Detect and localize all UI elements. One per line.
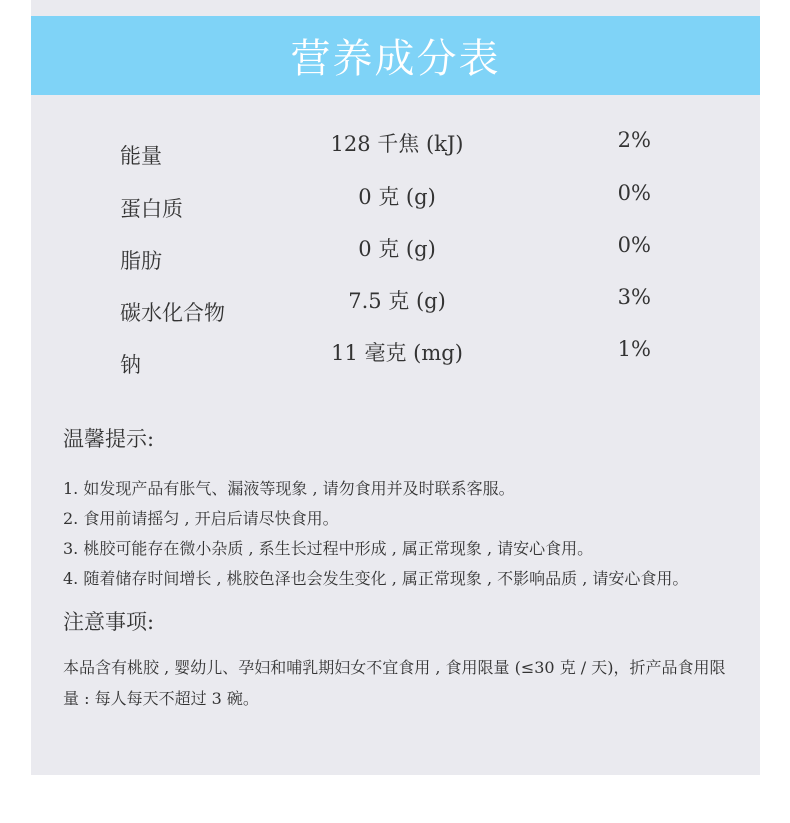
nutrition-row-fat	[31, 233, 760, 273]
nutrition-row-energy	[31, 128, 760, 168]
nutrition-row-carbohydrate	[31, 285, 760, 325]
tips-title: 温馨提示:	[63, 427, 155, 451]
tip-item: 4. 随着储存时间增长 , 桃胶色泽也会发生变化 , 属正常现象 , 不影响品质 , 请安心食用。	[63, 569, 689, 588]
nutrient-percent: 0%	[617, 181, 651, 205]
nutrition-row-protein	[31, 181, 760, 221]
nutrient-percent: 2%	[617, 128, 651, 152]
nutrient-name: 碳水化合物	[120, 301, 225, 325]
tip-item: 1. 如发现产品有胀气、漏液等现象 , 请勿食用并及时联系客服。	[63, 479, 515, 498]
notes-text: 本品含有桃胶 , 婴幼儿、孕妇和哺乳期妇女不宜食用 , 食用限量 (≤30 克 / 天)，折产品食用限量 : 每人每天不超过 3 碗。	[63, 658, 726, 708]
nutrient-percent: 0%	[617, 233, 651, 257]
nutrient-value: 128 千焦 (kJ)	[330, 132, 464, 156]
nutrient-name: 脂肪	[120, 249, 162, 273]
nutrition-row-sodium	[31, 337, 760, 377]
nutrient-name: 能量	[120, 144, 162, 168]
nutrient-value: 7.5 克 (g)	[348, 289, 446, 313]
nutrition-card	[31, 0, 760, 775]
nutrient-percent: 1%	[617, 337, 651, 361]
nutrient-percent: 3%	[617, 285, 651, 309]
nutrient-value: 11 毫克 (mg)	[331, 341, 463, 365]
notes-title: 注意事项:	[63, 610, 155, 634]
tip-item: 3. 桃胶可能存在微小杂质 , 系生长过程中形成 , 属正常现象 , 请安心食用。	[63, 539, 594, 558]
header-bar	[31, 16, 760, 95]
tip-item: 2. 食用前请摇匀 , 开启后请尽快食用。	[63, 509, 339, 528]
nutrient-value: 0 克 (g)	[358, 237, 436, 261]
nutrient-value: 0 克 (g)	[358, 185, 436, 209]
nutrient-name: 蛋白质	[120, 197, 183, 221]
nutrient-name: 钠	[120, 353, 141, 377]
page-title: 营养成分表	[290, 36, 501, 82]
